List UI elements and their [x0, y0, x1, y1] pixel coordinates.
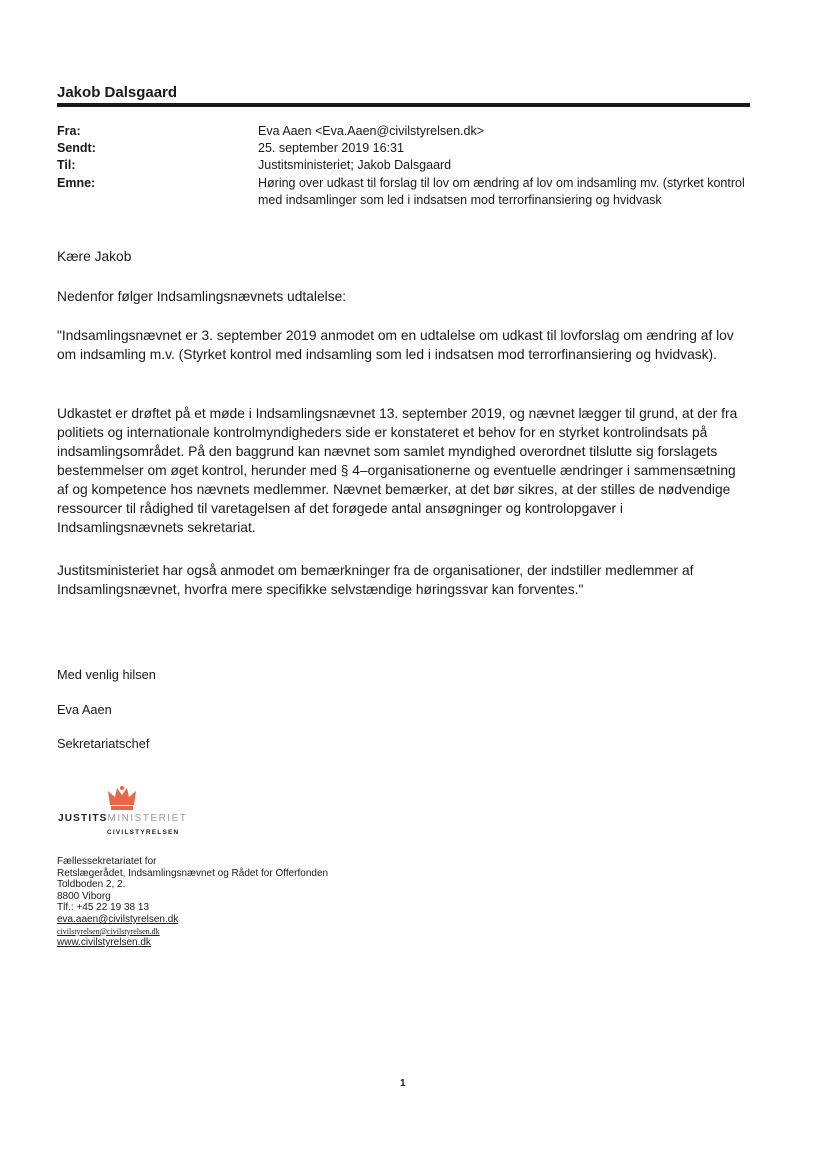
footer-phone: Tlf.: +45 22 19 38 13: [57, 902, 150, 914]
sender-name: Jakob Dalsgaard: [57, 84, 178, 101]
greeting: Kære Jakob: [57, 249, 132, 264]
logo-ministry-part1: JUSTITS: [58, 813, 108, 824]
crown-icon: [107, 785, 137, 816]
paragraph-1: "Indsamlingsnævnet er 3. september 2019 anmodet om en udtalelse om udkast til lovforslag om ændring af lov om indsamling m.v. (Styrket kontrol med indsamling som led i indsatsen mod terrorfinansiering og hvidvask).: [57, 328, 734, 362]
header-label-from: Fra:: [57, 124, 81, 138]
header-label-to: Til:: [57, 158, 76, 172]
logo-ministry-part2: MINISTERIET: [107, 813, 188, 824]
footer-address: Toldboden 2, 2.: [57, 879, 126, 891]
logo-ministry: [58, 813, 187, 824]
signature-name: Eva Aaen: [57, 702, 112, 717]
page-number: 1: [400, 1078, 406, 1089]
footer-email2-link[interactable]: civilstyrelsen@civilstyrelsen.dk: [57, 926, 160, 936]
signature-title: Sekretariatschef: [57, 736, 150, 751]
logo-agency: CIVILSTYRELSEN: [107, 829, 180, 836]
header-label-sent: Sendt:: [57, 141, 96, 155]
closing: Med venlig hilsen: [57, 667, 156, 682]
footer-city: 8800 Viborg: [57, 890, 111, 902]
intro: Nedenfor følger Indsamlingsnævnets udtalelse:: [57, 289, 347, 304]
header-value-sent: 25. september 2019 16:31: [258, 141, 404, 155]
header-value-from: Eva Aaen <Eva.Aaen@civilstyrelsen.dk>: [258, 124, 485, 138]
footer-web-link[interactable]: www.civilstyrelsen.dk: [57, 937, 151, 949]
header-rule: [57, 103, 750, 107]
paragraph-2: Udkastet er drøftet på et møde i Indsamlingsnævnet 13. september 2019, og nævnet lægger til grund, at der fra politiets og internationale kontrolmyndigheders side er konstateret et behov for en styrket kontrolindsats på indsamlingsområdet. På den baggrund kan nævnet som samlet myndighed overordnet tilslutte sig forslagets bestemmelser om øget kontrol, herunder med § 4–organisationerne og eventuelle ændringer i sammensætning af og kompetence hos nævnets medlemmer. Nævnet bemærker, at det bør sikres, at der stilles de nødvendige ressourcer til rådighed til varetagelsen af det forøgede antal ansøgninger og kontrolopgaver i Indsamlingsnævnets sekretariat.: [57, 406, 738, 535]
footer-contact: [57, 856, 328, 949]
header-value-subject: Høring over udkast til forslag til lov om ændring af lov om indsamling mv. (styrket kontrol med indsamlinger som led i indsatsen mod terrorfinansiering og hvidvask: [258, 176, 745, 207]
footer-email-link[interactable]: eva.aaen@civilstyrelsen.dk: [57, 913, 179, 925]
footer-line2: Retslægerådet, Indsamlingsnævnet og Rådet for Offerfonden: [57, 867, 329, 879]
header-value-to: Justitsministeriet; Jakob Dalsgaard: [258, 158, 452, 172]
header-label-subject: Emne:: [57, 176, 96, 190]
footer-line1: Fællessekretariatet for: [57, 856, 157, 867]
paragraph-3: Justitsministeriet har også anmodet om bemærkninger fra de organisationer, der indstiller medlemmer af Indsamlingsnævnet, hvorfra mere specifikke selvstændige høringssvar kan forventes.": [57, 563, 694, 597]
